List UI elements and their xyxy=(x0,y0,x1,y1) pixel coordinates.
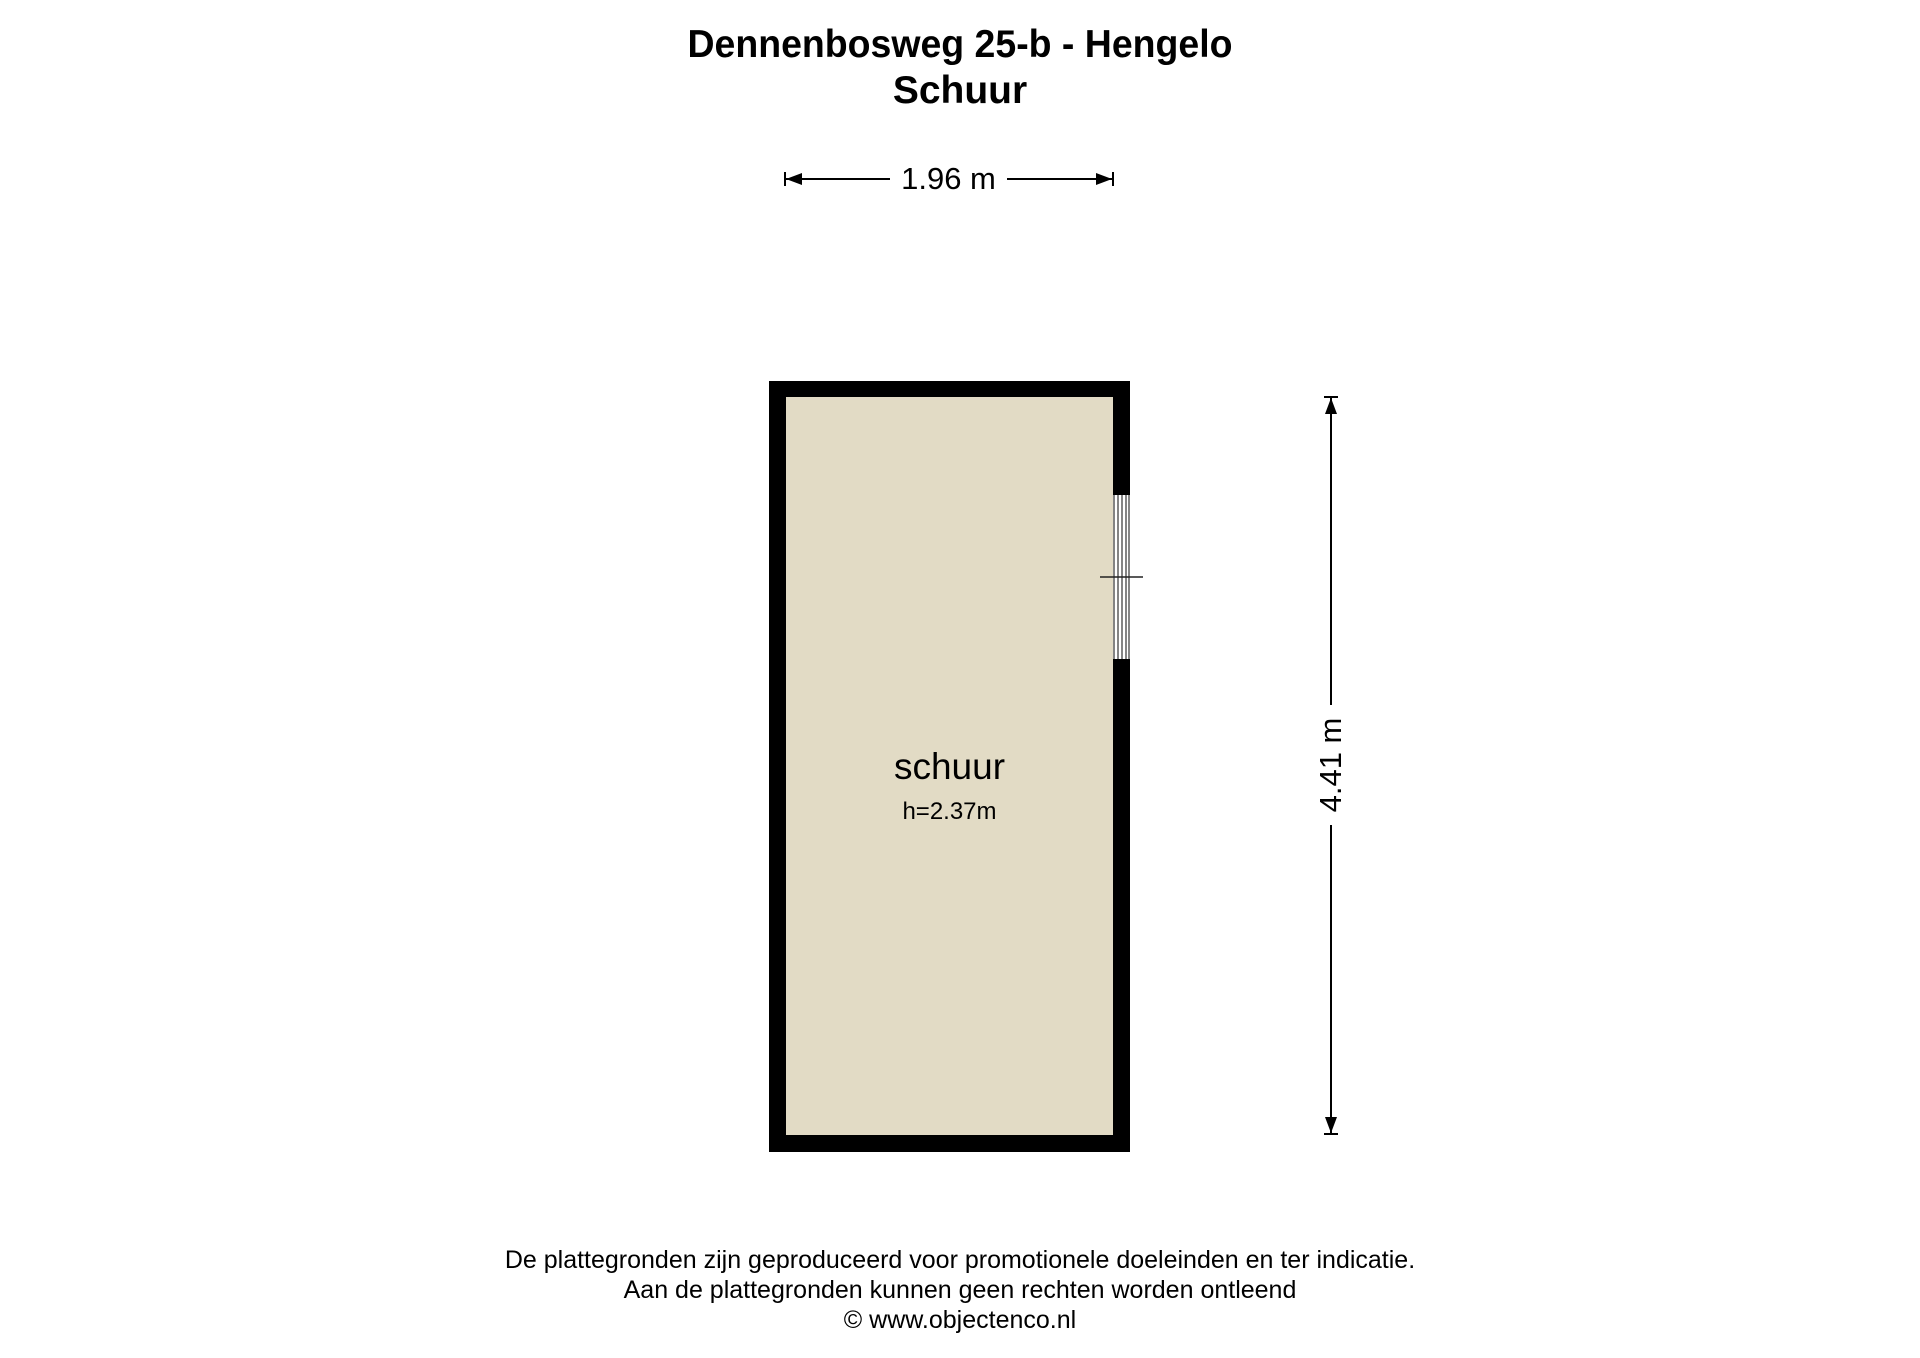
page-title: Dennenbosweg 25-b - Hengelo xyxy=(687,23,1233,66)
arrow-right-icon xyxy=(1096,173,1112,185)
disclaimer-line-2: Aan de plattegronden kunnen geen rechten worden ontleend xyxy=(623,1276,1297,1304)
arrow-up-icon xyxy=(1325,398,1337,414)
length-dimension-label: 4.41 m xyxy=(1313,717,1348,813)
arrow-left-icon xyxy=(786,173,802,185)
floor-title: Schuur xyxy=(892,69,1028,112)
copyright-line: © www.objectenco.nl xyxy=(843,1306,1077,1334)
room-name-label: schuur xyxy=(893,746,1006,787)
width-dimension-label: 1.96 m xyxy=(901,161,996,196)
arrow-down-icon xyxy=(1325,1117,1337,1133)
disclaimer-line-1: De plattegronden zijn geproduceerd voor promotionele doeleinden en ter indicatie. xyxy=(504,1246,1416,1274)
room-height-label: h=2.37m xyxy=(902,798,997,825)
